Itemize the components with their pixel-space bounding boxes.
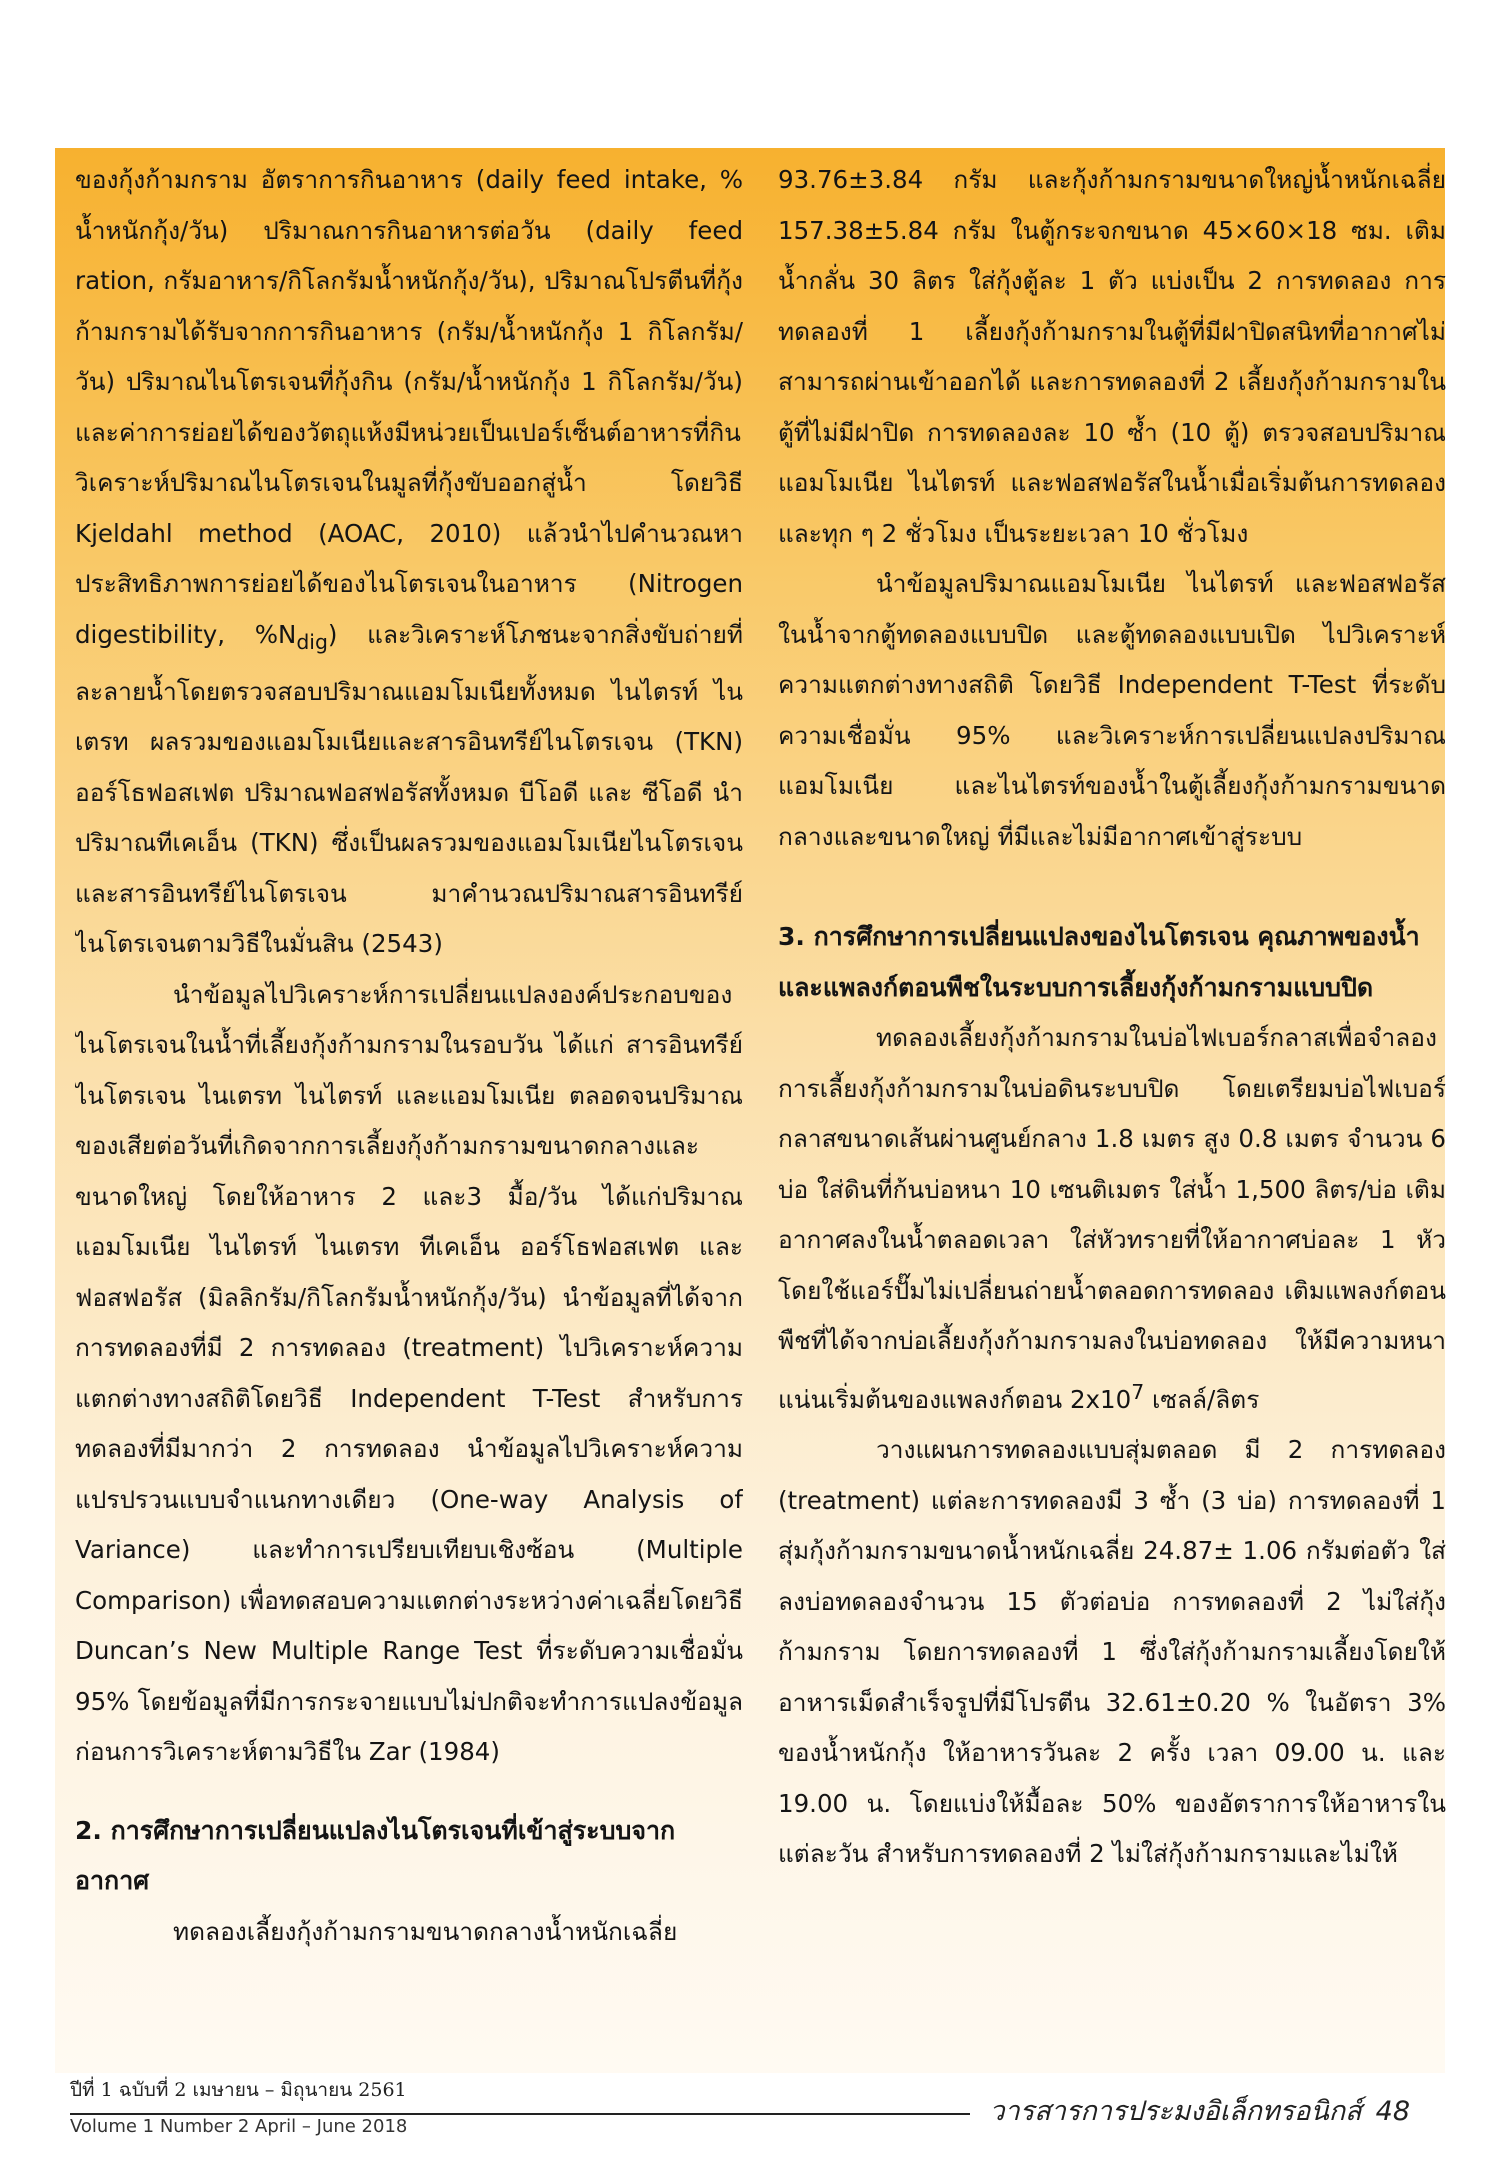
footer-rule <box>70 2113 970 2115</box>
paragraph: ทดลองเลี้ยงกุ้งก้ามกรามขนาดกลางน้ำหนักเฉลี่ย <box>173 1916 678 1946</box>
journal-title: วารสารการประมงอิเล็กทรอนิกส์ <box>989 2096 1362 2127</box>
footer-issue-thai: ปีที่ 1 ฉบับที่ 2 เมษายน – มิถุนายน 2561 <box>70 2079 407 2101</box>
paragraph <box>75 155 743 970</box>
footer-journal <box>989 2089 1410 2132</box>
paragraph: 93.76±3.84 กรัม และกุ้งก้ามกรามขนาดใหญ่น้ำหนักเฉลี่ย 157.38±5.84 กรัม ในตู้กระจกขนาด 45×60×18 ซม. เติมน้ำกลั่น 30 ลิตร ใส่กุ้งตู้ละ 1 ตัว แบ่งเป็น 2 การทดลอง การทดลองที่ 1 เลี้ยงกุ้งก้ามกรามในตู้ที่มีฝาปิดสนิทที่อากาศไม่สามารถผ่านเข้าออกได้ และการทดลองที่ 2 เลี้ยงกุ้งก้ามกรามในตู้ที่ไม่มีฝาปิด การทดลองละ 10 ซ้ำ (10 ตู้) ตรวจสอบปริมาณแอมโมเนีย ไนไตรท์ และฟอสฟอรัสในน้ำเมื่อเริ่มต้นการทดลอง และทุก ๆ 2 ชั่วโมง เป็นระยะเวลา 10 ชั่วโมง <box>778 165 1446 548</box>
paragraph-text-tail: ) และวิเคราะห์โภชนะจากสิ่งขับถ่ายที่ละลายน้ำโดยตรวจสอบปริมาณแอมโมเนียทั้งหมด ไนไตรท์ ไนเตรท ผลรวมของแอมโมเนียและสารอินทรีย์ไนโตรเจน (TKN) ออร์โธฟอสเฟต ปริมาณฟอสฟอรัสทั้งหมด บีโอดี และ ซีโอดี นำปริมาณทีเคเอ็น (TKN) ซึ่งเป็นผลรวมของแอมโมเนียไนโตรเจนและสารอินทรีย์ไนโตรเจน มาคำนวณปริมาณสารอินทรีย์ไนโตรเจนตามวิธีในมั่นสิน (2543) <box>75 619 743 959</box>
paragraph-text: ของกุ้งก้ามกราม อัตราการกินอาหาร (daily feed intake, % น้ำหนักกุ้ง/วัน) ปริมาณการกินอาหารต่อวัน (daily feed ration, กรัมอาหาร/กิโลกรัมน้ำหนักกุ้ง/วัน), ปริมาณโปรตีนที่กุ้งก้ามกรามได้รับจากการกินอาหาร (กรัม/น้ำหนักกุ้ง 1 กิโลกรัม/วัน) ปริมาณไนโตรเจนที่กุ้งกิน (กรัม/น้ำหนักกุ้ง 1 กิโลกรัม/วัน) และค่าการย่อยได้ของวัตถุแห้งมีหน่วยเป็นเปอร์เซ็นต์อาหารที่กิน วิเคราะห์ปริมาณไนโตรเจนในมูลที่กุ้งขับออกสู่น้ำ โดยวิธี Kjeldahl method (AOAC, 2010) แล้วนำไปคำนวณหาประสิทธิภาพการย่อยได้ของไนโตรเจนในอาหาร (Nitrogen digestibility, %N <box>75 165 743 649</box>
superscript-7: 7 <box>1131 1379 1145 1404</box>
paragraph: นำข้อมูลปริมาณแอมโมเนีย ไนไตรท์ และฟอสฟอรัสในน้ำจากตู้ทดลองแบบปิด และตู้ทดลองแบบเปิด ไปวิเคราะห์ความแตกต่างทางสถิติ โดยวิธี Independent T-Test ที่ระดับความเชื่อมั่น 95% และวิเคราะห์การเปลี่ยนแปลงปริมาณแอมโมเนีย และไนไตรท์ของน้ำในตู้เลี้ยงกุ้งก้ามกรามขนาดกลางและขนาดใหญ่ ที่มีและไม่มีอากาศเข้าสู่ระบบ <box>778 569 1446 851</box>
paragraph-text: ทดลองเลี้ยงกุ้งก้ามกรามในบ่อไฟเบอร์กลาสเพื่อจำลองการเลี้ยงกุ้งก้ามกรามในบ่อดินระบบปิด โดยเตรียมบ่อไฟเบอร์กลาสขนาดเส้นผ่านศูนย์กลาง 1.8 เมตร สูง 0.8 เมตร จำนวน 6 บ่อ ใส่ดินที่ก้นบ่อหนา 10 เซนติเมตร ใส่น้ำ 1,500 ลิตร/บ่อ เติมอากาศลงในน้ำตลอดเวลา ใส่หัวทรายที่ให้อากาศบ่อละ 1 หัว โดยใช้แอร์ปั๊มไม่เปลี่ยนถ่ายน้ำตลอดการทดลอง เติมแพลงก์ตอนพืชที่ได้จากบ่อเลี้ยงกุ้งก้ามกรามลงในบ่อทดลอง ให้มีความหนาแน่นเริ่มต้นของแพลงก์ตอน 2x10 <box>778 1023 1446 1414</box>
section-heading-3: 3. การศึกษาการเปลี่ยนแปลงของไนโตรเจน คุณภาพของน้ำ และแพลงก์ตอนพืชในระบบการเลี้ยงกุ้งก้ามกรามแบบปิด <box>778 922 1420 1002</box>
paragraph-text-tail: เซลล์/ลิตร <box>1144 1384 1260 1414</box>
right-column <box>778 155 1446 2055</box>
page-number: 48 <box>1375 2096 1410 2127</box>
paragraph: นำข้อมูลไปวิเคราะห์การเปลี่ยนแปลงองค์ประกอบของไนโตรเจนในน้ำที่เลี้ยงกุ้งก้ามกรามในรอบวัน ได้แก่ สารอินทรีย์ไนโตรเจน ไนเตรท ไนไตรท์ และแอมโมเนีย ตลอดจนปริมาณของเสียต่อวันที่เกิดจากการเลี้ยงกุ้งก้ามกรามขนาดกลางและขนาดใหญ่ โดยให้อาหาร 2 และ3 มื้อ/วัน ได้แก่ปริมาณแอมโมเนีย ไนไตรท์ ไนเตรท ทีเคเอ็น ออร์โธฟอสเฟต และฟอสฟอรัส (มิลลิกรัม/กิโลกรัมน้ำหนักกุ้ง/วัน) นำข้อมูลที่ได้จากการทดลองที่มี 2 การทดลอง (treatment) ไปวิเคราะห์ความแตกต่างทางสถิติโดยวิธี Independent T-Test สำหรับการทดลองที่มีมากว่า 2 การทดลอง นำข้อมูลไปวิเคราะห์ความแปรปรวนแบบจำแนกทางเดียว (One-way Analysis of Variance) และทำการเปรียบเทียบเชิงซ้อน (Multiple Comparison) เพื่อทดสอบความแตกต่างระหว่างค่าเฉลี่ยโดยวิธี Duncan’s New Multiple Range Test ที่ระดับความเชื่อมั่น 95% โดยข้อมูลที่มีการกระจายแบบไม่ปกติจะทำการแปลงข้อมูลก่อนการวิเคราะห์ตามวิธีใน Zar (1984) <box>75 979 743 1767</box>
subscript-dig: dig <box>296 629 328 654</box>
left-column <box>75 155 743 2055</box>
paragraph <box>778 1013 1446 1425</box>
paragraph: วางแผนการทดลองแบบสุ่มตลอด มี 2 การทดลอง (treatment) แต่ละการทดลองมี 3 ซ้ำ (3 บ่อ) การทดลองที่ 1 สุ่มกุ้งก้ามกรามขนาดน้ำหนักเฉลี่ย 24.87± 1.06 กรัมต่อตัว ใส่ลงบ่อทดลองจำนวน 15 ตัวต่อบ่อ การทดลองที่ 2 ไม่ใส่กุ้งก้ามกราม โดยการทดลองที่ 1 ซึ่งใส่กุ้งก้ามกรามเลี้ยงโดยให้อาหารเม็ดสำเร็จรูปที่มีโปรตีน 32.61±0.20 % ในอัตรา 3% ของน้ำหนักกุ้ง ให้อาหารวันละ 2 ครั้ง เวลา 09.00 น. และ 19.00 น. โดยแบ่งให้มื้อละ 50% ของอัตราการให้อาหารในแต่ละวัน สำหรับการทดลองที่ 2 ไม่ใส่กุ้งก้ามกรามและไม่ให้ <box>778 1435 1446 1869</box>
spacer <box>778 862 1446 912</box>
section-heading-2: 2. การศึกษาการเปลี่ยนแปลงไนโตรเจนที่เข้าสู่ระบบจากอากาศ <box>75 1815 676 1896</box>
footer-issue-english: Volume 1 Number 2 April – June 2018 <box>70 2116 408 2137</box>
spacer <box>75 1778 743 1806</box>
